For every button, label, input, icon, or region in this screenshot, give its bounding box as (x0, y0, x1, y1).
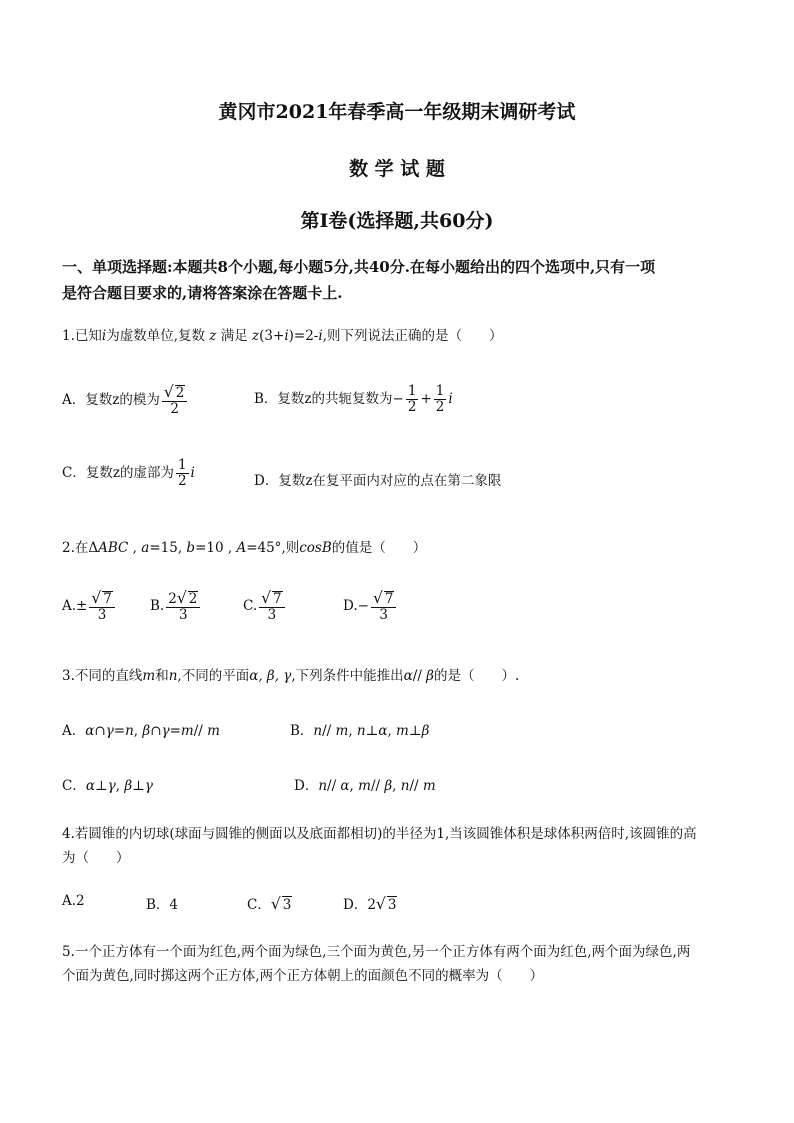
q3-option-a[interactable]: A．α∩γ=n, β∩γ=m// m (62, 723, 220, 739)
q1-option-c[interactable]: C．复数z的虚部为 $\frac{1}{2}$ i (62, 457, 195, 489)
q4-option-a[interactable]: A.2 (62, 893, 85, 909)
exam-title: 黄冈市2021年春季高一年级期末调研考试 (218, 101, 576, 123)
q1-option-a[interactable]: A．复数z的模为 $\frac{√ 2}{2}$ (62, 384, 189, 417)
q2-option-b[interactable]: B. $\frac{2√ 2}{3}$ (150, 590, 202, 623)
q3-option-d[interactable]: D．n// α, m// β, n// m (294, 778, 436, 794)
question-5-line2: 个面为黄色,同时掷这两个正方体,两个正方体朝上的面颜色不同的概率为（ ） (62, 968, 544, 984)
question-5-line1: 5.一个正方体有一个面为红色,两个面为绿色,三个面为黄色,另一个正方体有两个面为红色,两个面为绿色,两 (62, 944, 691, 960)
question-1-stem: 1.已知i为虚数单位,复数 z 满足 z(3+i)=2-i,则下列说法正确的是（ ） (62, 328, 503, 344)
q1-option-d[interactable]: D．复数z在复平面内对应的点在第二象限 (254, 473, 502, 489)
section-instruction-line1: 一、单项选择题:本题共8个小题,每小题5分,共40分.在每小题给出的四个选项中,只有一项 (62, 258, 656, 276)
volume-title: 第Ⅰ卷(选择题,共60分) (300, 210, 494, 232)
q3-option-b[interactable]: B．n// m, n⊥α, m⊥β (290, 723, 430, 739)
q2-option-a[interactable]: A.± $\frac{√ 7}{3}$ (62, 590, 117, 623)
subject-title: 数 学 试 题 (349, 158, 445, 180)
q2-option-c[interactable]: C. $\frac{√ 7}{3}$ (243, 590, 287, 623)
question-4-line2: 为（ ） (62, 850, 130, 866)
q2-option-d[interactable]: D.− $\frac{√ 7}{3}$ (343, 590, 398, 623)
q3-option-c[interactable]: C．α⊥γ, β⊥γ (62, 778, 153, 794)
question-2-stem: 2.在ΔABC , a=15, b=10 , A=45°,则cosB的值是（ ） (62, 540, 427, 556)
q4-option-b[interactable]: B．4 (146, 897, 179, 913)
question-3-stem: 3.不同的直线m和n,不同的平面α, β, γ,下列条件中能推出α// β的是（ ）. (62, 668, 520, 684)
q4-option-d[interactable]: D．2√ 3 (343, 895, 397, 913)
q4-option-c[interactable]: C．√ 3 (247, 895, 292, 913)
q1-option-b[interactable]: B．复数z的共轭复数为− $\frac{1}{2}$ + $\frac{1}{2}$ i (254, 383, 453, 415)
question-4-line1: 4.若圆锥的内切球(球面与圆锥的侧面以及底面都相切)的半径为1,当该圆锥体积是球体积两倍时,该圆锥的高 (62, 826, 697, 842)
section-instruction-line2: 是符合题目要求的,请将答案涂在答题卡上. (62, 284, 343, 302)
